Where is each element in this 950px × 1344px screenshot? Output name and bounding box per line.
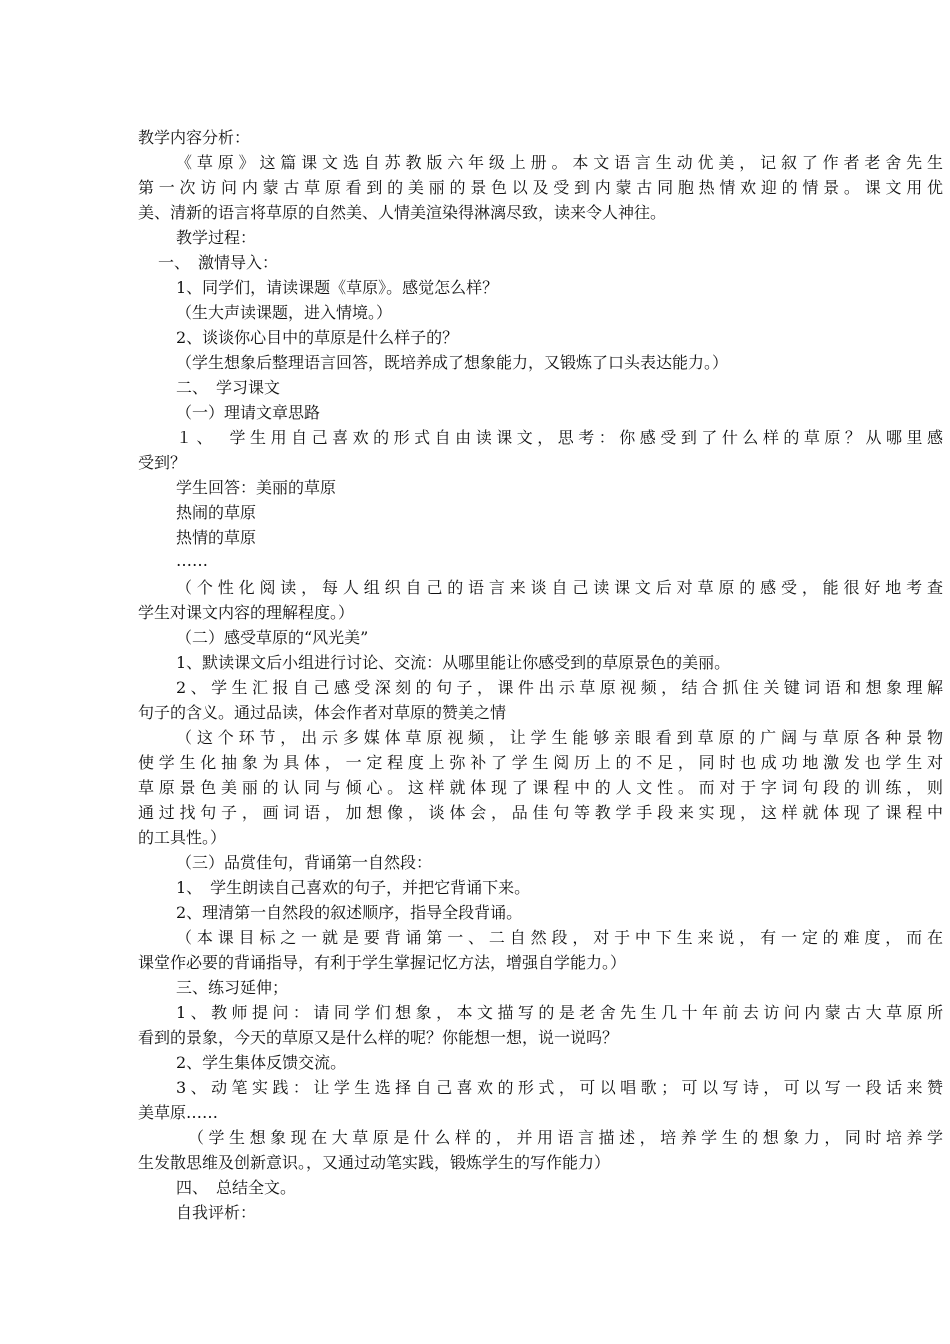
ellipsis-line: ……	[176, 551, 208, 570]
paragraph-line: 看到的景象，今天的草原又是什么样的呢？你能想一想，说一说吗？	[138, 1028, 619, 1047]
paragraph-line: 2、学生汇报自己感受深刻的句子，课件出示草原视频，结合抓住关键词语和想象理解	[176, 678, 943, 697]
heading-teaching-process: 教学过程：	[176, 228, 257, 247]
paragraph-line: 通过找句子，画词语，加想像，谈体会，品佳句等教学手段来实现，这样就体现了课程中	[138, 803, 943, 822]
heading-content-analysis: 教学内容分析：	[138, 128, 251, 147]
paragraph-line: 1、同学们，请读课题《草原》。感觉怎么样？	[176, 278, 499, 297]
paragraph-line: 3、动笔实践：让学生选择自己喜欢的形式，可以唱歌；可以写诗，可以写一段话来赞	[176, 1078, 943, 1097]
paragraph-line: 学生对课文内容的理解程度。）	[138, 603, 355, 622]
section-heading: 三、练习延伸；	[176, 978, 289, 997]
paragraph-line: 1、 学生朗读自己喜欢的句子，并把它背诵下来。	[176, 878, 531, 897]
paragraph-line: （生大声读课题，进入情境。）	[176, 303, 393, 322]
paragraph-line: 1、教师提问：请同学们想象，本文描写的是老舍先生几十年前去访问内蒙古大草原所	[176, 1003, 943, 1022]
paragraph-line: 美草原……	[138, 1103, 219, 1122]
paragraph-line: 2、谈谈你心目中的草原是什么样子的？	[176, 328, 459, 347]
paragraph-line: 第一次访问内蒙古草原看到的美丽的景色以及受到内蒙古同胞热情欢迎的情景。课文用优	[138, 178, 943, 197]
section-heading: 四、 总结全文。	[176, 1178, 297, 1197]
paragraph-line: 的工具性。）	[138, 828, 227, 847]
paragraph-line: （学生想象后整理语言回答，既培养成了想象能力，又锻炼了口头表达能力。）	[176, 353, 729, 372]
paragraph-line: 使学生化抽象为具体，一定程度上弥补了学生阅历上的不足，同时也成功地激发也学生对	[138, 753, 943, 772]
heading-self-evaluation: 自我评析：	[176, 1203, 257, 1222]
paragraph-line: （个性化阅读，每人组织自己的语言来谈自己读课文后对草原的感受，能很好地考查	[176, 578, 943, 597]
section-heading: 一、 激情导入：	[158, 253, 279, 272]
paragraph-line: 课堂作必要的背诵指导，有利于学生掌握记忆方法，增强自学能力。）	[138, 953, 627, 972]
paragraph-line: 草原景色美丽的认同与倾心。这样就体现了课程中的人文性。而对于字词句段的训练，则	[138, 778, 943, 797]
paragraph-line: 受到？	[138, 453, 187, 472]
subsection-heading: （一）理请文章思路	[176, 403, 321, 422]
paragraph-line: （这个环节，出示多媒体草原视频，让学生能够亲眼看到草原的广阔与草原各种景物	[176, 728, 943, 747]
paragraph-line: 《草原》这篇课文选自苏教版六年级上册。本文语言生动优美，记叙了作者老舍先生	[176, 153, 943, 172]
paragraph-line: 热情的草原	[176, 528, 257, 547]
paragraph-line: 生发散思维及创新意识。，又通过动笔实践，锻炼学生的写作能力）	[138, 1153, 611, 1172]
paragraph-line: （学生想象现在大草原是什么样的，并用语言描述，培养学生的想象力，同时培养学	[188, 1128, 943, 1147]
paragraph-line: 美、清新的语言将草原的自然美、人情美渲染得淋漓尽致，读来令人神往。	[138, 203, 667, 222]
paragraph-line: 1、默读课文后小组进行讨论、交流：从哪里能让你感受到的草原景色的美丽。	[176, 653, 731, 672]
paragraph-line: 学生回答：美丽的草原	[176, 478, 337, 497]
paragraph-line: （本课目标之一就是要背诵第一、二自然段，对于中下生来说，有一定的难度，而在	[176, 928, 943, 947]
subsection-heading: （三）品赏佳句，背诵第一自然段：	[176, 853, 433, 872]
paragraph-line: 热闹的草原	[176, 503, 257, 522]
paragraph-line: 句子的含义。通过品读，体会作者对草原的赞美之情	[138, 703, 507, 722]
subsection-heading: （二）感受草原的“风光美”	[176, 628, 369, 647]
paragraph-line: 2、理清第一自然段的叙述顺序，指导全段背诵。	[176, 903, 523, 922]
paragraph-line: １、 学生用自己喜欢的形式自由读课文，思考：你感受到了什么样的草原？从哪里感	[176, 428, 943, 447]
section-heading: 二、 学习课文	[176, 378, 281, 397]
paragraph-line: 2、学生集体反馈交流。	[176, 1053, 347, 1072]
